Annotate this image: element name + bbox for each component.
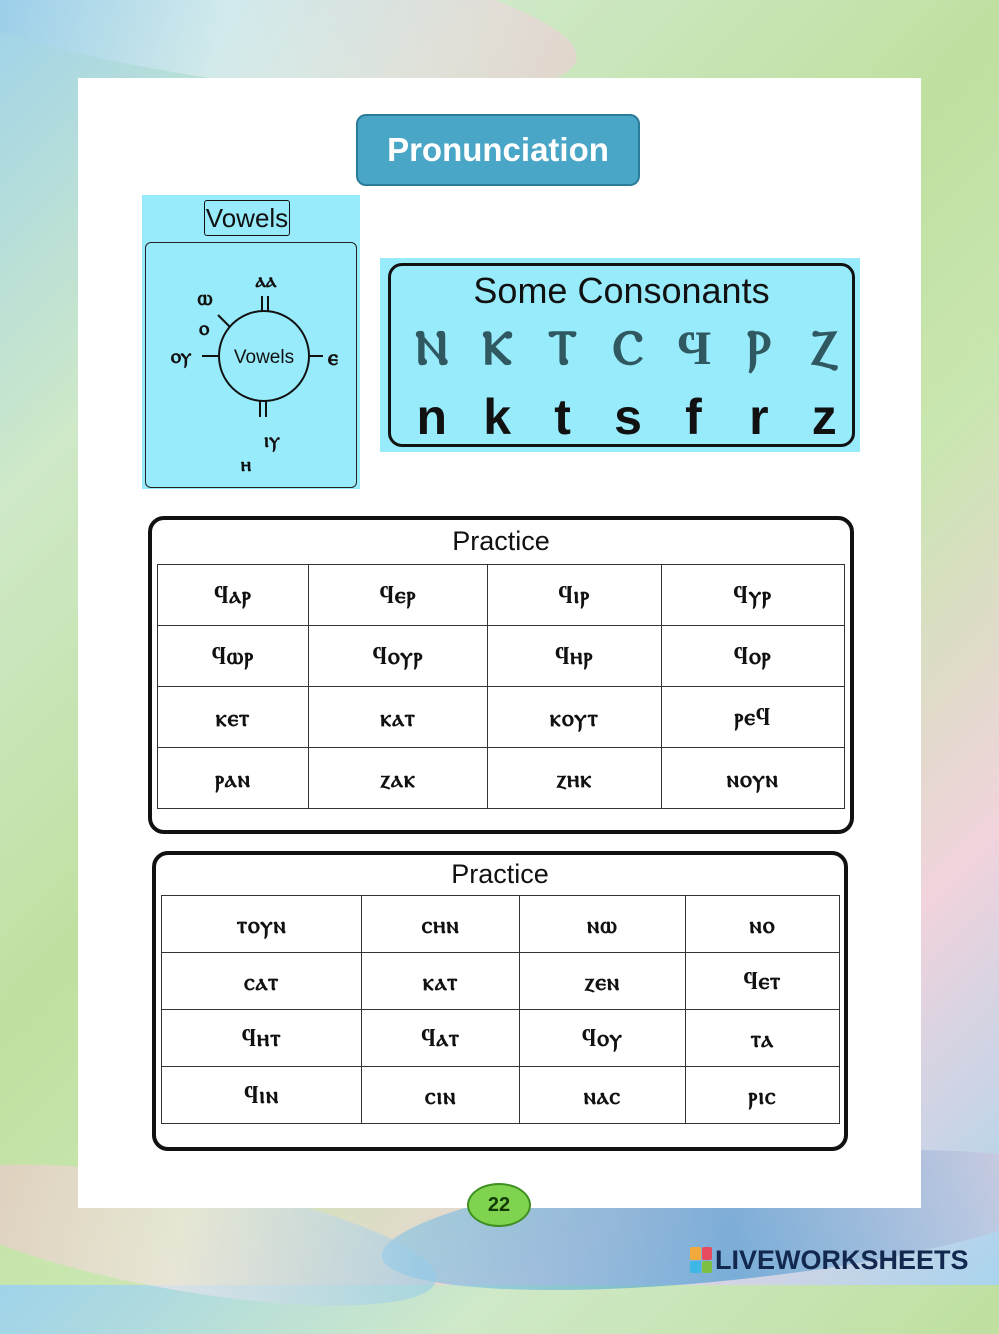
table-row [158, 748, 845, 809]
consonant-latin-row [399, 388, 857, 446]
table-cell: ϥⲟⲩⲣ [309, 626, 488, 687]
liveworksheets-logo-icon [690, 1247, 712, 1273]
consonant-glyph: Ⲣ [746, 320, 772, 376]
table-cell: ϥⲉⲧ [685, 953, 839, 1010]
table-row [158, 565, 845, 626]
table-cell: ϥⲱⲣ [158, 626, 309, 687]
table-cell: ϥⲁⲧ [362, 1010, 520, 1067]
table-cell: ⲛⲱ [519, 896, 685, 953]
table-cell: ⲕⲁⲧ [309, 687, 488, 748]
table-cell: ⲕⲟⲩⲧ [488, 687, 661, 748]
table-row [162, 1067, 840, 1124]
vowels-label: Vowels [204, 200, 290, 236]
consonant-latin: k [483, 389, 512, 445]
consonant-latin: s [614, 389, 642, 445]
consonant-glyph: Ⲧ [547, 320, 578, 376]
table-cell: ⲧⲟⲩⲛ [162, 896, 362, 953]
consonant-latin: z [811, 389, 837, 445]
consonants-frame [388, 263, 855, 447]
table-cell: ϥⲩⲣ [661, 565, 844, 626]
table-cell: ⲣⲓⲥ [685, 1067, 839, 1124]
vowel-bottom-left: ⲏ [240, 452, 252, 476]
table-row [162, 953, 840, 1010]
vowel-circle-label: Vowels [233, 347, 295, 368]
table-cell: ⲥⲏⲛ [362, 896, 520, 953]
vowel-left: ⲟⲩ [170, 343, 192, 368]
table-cell: ⲛⲁⲥ [519, 1067, 685, 1124]
table-row [158, 626, 845, 687]
consonant-glyph: Ⲛ [414, 320, 449, 376]
table-cell: ⲥⲁⲧ [162, 953, 362, 1010]
consonant-glyph: Ⲕ [482, 320, 513, 376]
table-cell: ⲣⲁⲛ [158, 748, 309, 809]
table-cell: ϥⲟⲩ [519, 1010, 685, 1067]
vowel-right: ⲉ [327, 344, 339, 371]
consonants-title: Some Consonants [473, 270, 770, 311]
table-cell: ⲕⲁⲧ [362, 953, 520, 1010]
vowels-panel [142, 195, 360, 489]
consonant-latin: n [416, 389, 447, 445]
vowel-upper-left-1: ⲱ [197, 285, 213, 311]
connector-upper-left [218, 315, 230, 327]
consonant-glyph: Ϥ [675, 320, 711, 376]
consonant-latin: r [749, 389, 769, 445]
consonant-latin: f [685, 389, 702, 445]
table-row [162, 1010, 840, 1067]
practice-title: Practice [452, 526, 550, 556]
practice-title: Practice [451, 859, 549, 889]
table-cell: ⲛⲟ [685, 896, 839, 953]
table-cell: ⲕⲉⲧ [158, 687, 309, 748]
table-cell: ϥⲉⲣ [309, 565, 488, 626]
practice-table-1 [148, 516, 854, 834]
consonant-glyph: Ⲥ [612, 320, 644, 376]
consonant-glyph-row [399, 320, 857, 377]
table-cell: ⲛⲟⲩⲛ [661, 748, 844, 809]
table-cell: ⲧⲁ [685, 1010, 839, 1067]
consonant-glyph: Ⲍ [810, 320, 838, 376]
table-cell: ⲥⲓⲛ [362, 1067, 520, 1124]
liveworksheets-brand[interactable] [690, 1244, 969, 1276]
practice-grid [161, 895, 840, 1124]
brand-name: LIVEWORKSHEETS [715, 1244, 969, 1275]
table-cell: ϥⲟⲣ [661, 626, 844, 687]
consonant-latin: t [554, 389, 571, 445]
practice-table-2 [152, 851, 848, 1151]
table-row [158, 687, 845, 748]
consonants-panel [380, 258, 860, 452]
table-cell: ⲣⲉϥ [661, 687, 844, 748]
table-cell: ϥⲁⲣ [158, 565, 309, 626]
table-cell: ⲍⲉⲛ [519, 953, 685, 1010]
vowel-top: ⲁⲁ [255, 267, 277, 292]
practice-grid [157, 564, 845, 809]
worksheet-page [78, 78, 921, 1208]
table-row [162, 896, 840, 953]
table-cell: ϥⲓⲛ [162, 1067, 362, 1124]
table-cell: ϥⲓⲣ [488, 565, 661, 626]
vowels-diagram [142, 195, 360, 489]
table-cell: ⲍⲏⲕ [488, 748, 661, 809]
page-title: Pronunciation [356, 114, 640, 186]
page-number-badge: 22 [467, 1183, 531, 1227]
table-cell: ⲍⲁⲕ [309, 748, 488, 809]
vowel-bottom: ⲓⲩ [264, 427, 280, 452]
table-cell: ϥⲏⲧ [162, 1010, 362, 1067]
table-cell: ϥⲏⲣ [488, 626, 661, 687]
vowel-upper-left-2: ⲟ [198, 315, 210, 340]
